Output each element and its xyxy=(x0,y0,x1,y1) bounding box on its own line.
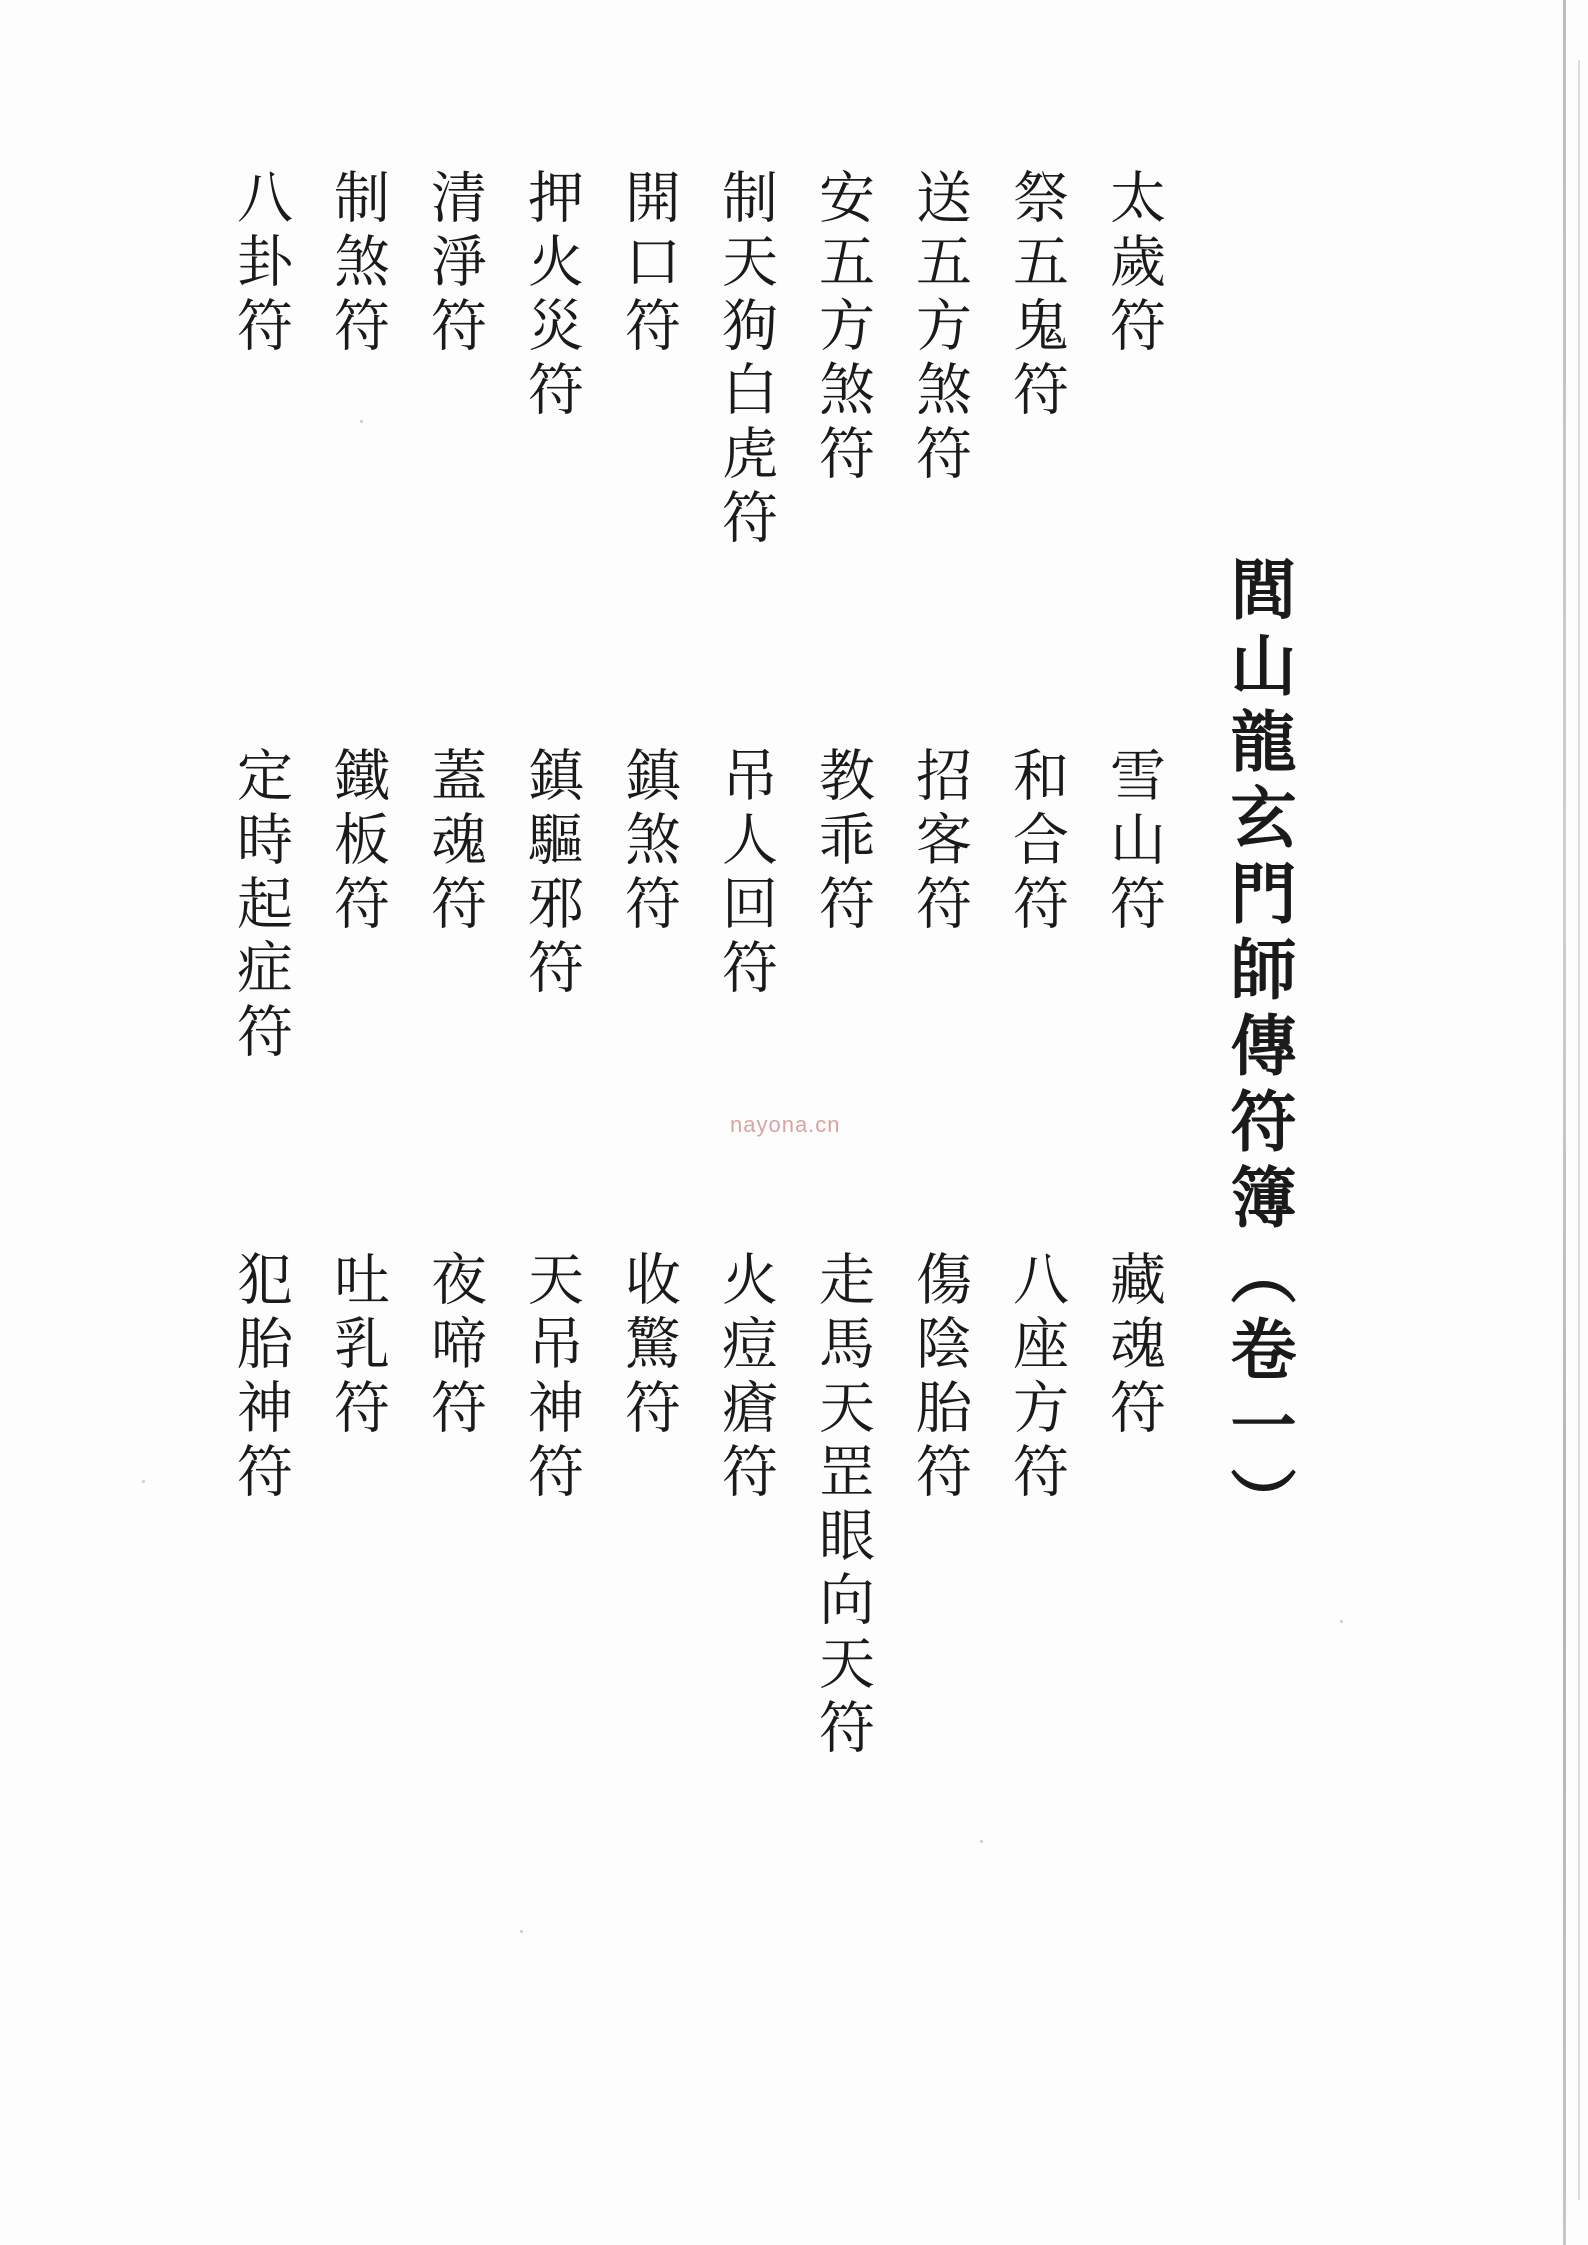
talisman-entry: 教乖符 xyxy=(810,746,875,938)
talisman-entry: 傷陰胎符 xyxy=(907,1250,972,1506)
talisman-entry: 祭五鬼符 xyxy=(1004,168,1069,424)
talisman-entry: 收驚符 xyxy=(616,1250,681,1442)
page-binding-edge-inner xyxy=(1578,60,1580,2200)
talisman-entry: 蓋魂符 xyxy=(422,746,487,938)
talisman-entry: 吐乳符 xyxy=(325,1250,390,1442)
talisman-entry: 和合符 xyxy=(1004,746,1069,938)
talisman-entry: 開口符 xyxy=(616,168,681,360)
talisman-entry: 定時起症符 xyxy=(228,746,293,1066)
talisman-entry: 走馬天罡眼向天符 xyxy=(810,1250,875,1762)
scan-speck xyxy=(360,420,363,423)
talisman-entry: 制煞符 xyxy=(325,168,390,360)
talisman-entry: 鐵板符 xyxy=(325,746,390,938)
scan-speck xyxy=(142,1480,145,1483)
scan-speck xyxy=(520,1930,523,1933)
talisman-entry: 鎮煞符 xyxy=(616,746,681,938)
page-binding-edge xyxy=(1563,0,1566,2245)
talisman-entry: 制天狗白虎符 xyxy=(713,168,778,552)
talisman-entry: 藏魂符 xyxy=(1101,1250,1166,1442)
talisman-entry: 安五方煞符 xyxy=(810,168,875,488)
scan-speck xyxy=(1340,1620,1343,1623)
talisman-entry: 鎮驅邪符 xyxy=(519,746,584,1002)
talisman-entry: 八卦符 xyxy=(228,168,293,360)
page-title: 閭山龍玄門師傳符簿（卷一） xyxy=(1219,555,1297,1543)
talisman-entry: 招客符 xyxy=(907,746,972,938)
talisman-entry: 太歲符 xyxy=(1101,168,1166,360)
talisman-entry: 天吊神符 xyxy=(519,1250,584,1506)
watermark: nayona.cn xyxy=(730,1112,841,1137)
talisman-entry: 夜啼符 xyxy=(422,1250,487,1442)
talisman-entry: 送五方煞符 xyxy=(907,168,972,488)
talisman-entry: 火痘瘡符 xyxy=(713,1250,778,1506)
talisman-entry: 吊人回符 xyxy=(713,746,778,1002)
talisman-entry: 雪山符 xyxy=(1101,746,1166,938)
talisman-entry: 犯胎神符 xyxy=(228,1250,293,1506)
talisman-entry: 清淨符 xyxy=(422,168,487,360)
talisman-entry: 八座方符 xyxy=(1004,1250,1069,1506)
talisman-entry: 押火災符 xyxy=(519,168,584,424)
scan-speck xyxy=(980,1840,983,1843)
